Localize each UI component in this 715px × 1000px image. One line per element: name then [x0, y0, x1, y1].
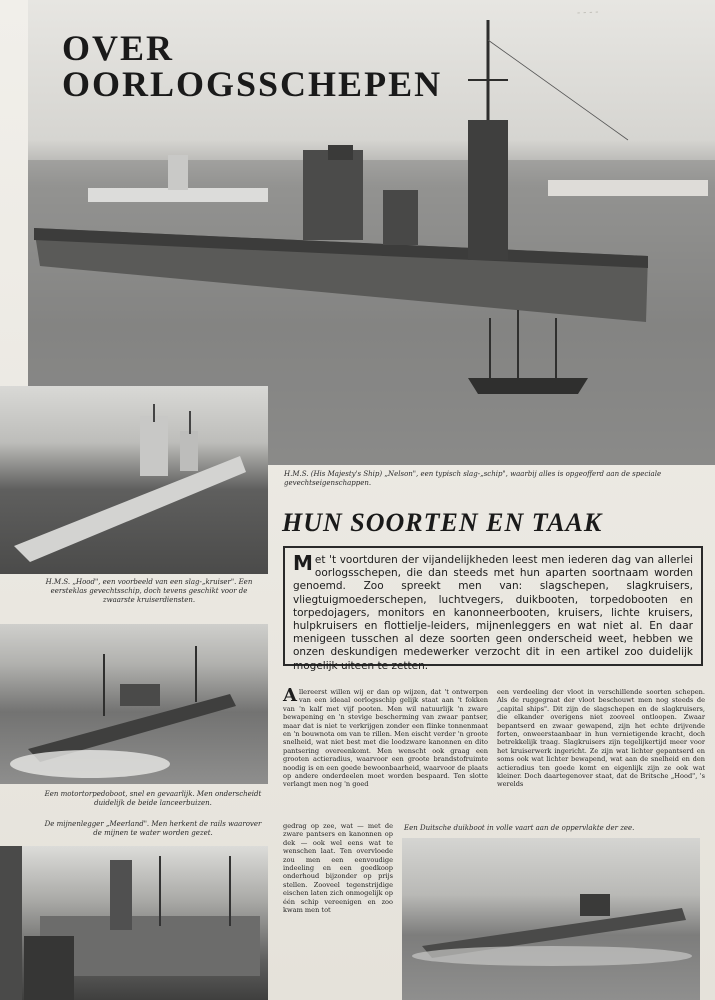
hood-photo	[0, 386, 268, 574]
hood-caption: H.M.S. „Hood", een voorbeeld van een slag-„kruiser". Een eersteklas gevechtsschip, doch tevens geschikt voor de zwaarste kruiserdiensten.	[45, 578, 253, 604]
body-column-1-wide	[283, 685, 488, 789]
nelson-caption: H.M.S. (His Majesty's Ship) „Nelson", een typisch slag-„schip", waarbij alles is opgeofferd aan de speciale gevechtseigenschappen.	[284, 470, 662, 487]
intro-text: et 't voortduren der vijandelijkheden leest men iederen dag van allerlei oorlogsschepen, die dan steeds met hun aparten soortnaam worden genoemd. Zoo spreekt men van: slagschepen, slagkruisers, vliegtuigmoederschepen, luchtvegers, duikbooten, torpedobooten en torpedojagers, monitors en kanonneerbooten, kruisers, lichte kruisers, hulpkruisers en flottielje-leiders, mijnenleggers en wat niet al. En daar menigeen tusschen al deze soorten geen onderscheid weet, hebben we onzen deskundigen medewerker verzocht dit in een artikel zoo duidelijk mogelijk uiteen te zetten.	[293, 554, 693, 672]
uboat-photo	[402, 838, 700, 1000]
body-column-2-text: een verdeeling der vloot in verschillende soorten schepen. Als de ruggegraat der vloot beschouwt men nog steeds de „capital ships". Dit zijn de slagschepen en de slagkruisers, die elkander overigens niet zooveel ontloopen. Zwaar bepantserd en zwaar gewapend, zijn het echte drijvende forten, onweerstaanbaar in hun vernietigende kracht, doch betrekkelijk traag. Slagkruisers zijn tegelijkertijd meer voor het kruiserwerk ingericht. Ze zijn wat lichter gepantserd en soms ook wat lichter bewapend, wat aan de snelheid en den actieradius ten goede komt en eigenlijk zijn ze ook wat kleiner. Doch daartegenover staat, dat de Britsche „Hood", 's werelds	[497, 688, 705, 789]
torpedoboat-caption: Een motortorpedoboot, snel en gevaarlijk. Men onderscheidt duidelijk de beide lanceerbuizen.	[44, 790, 262, 807]
intro-box	[283, 546, 703, 672]
uboat-caption: Een Duitsche duikboot in volle vaart aan de oppervlakte der zee.	[404, 824, 635, 832]
torpedoboat-photo	[0, 624, 268, 784]
minelayer-caption: De mijnenlegger „Meerland". Men herkent de rails waarover de mijnen te water worden gezet.	[44, 820, 262, 837]
section-title: HUN SOORTEN EN TAAK	[282, 508, 603, 537]
body-dropcap: A	[283, 685, 297, 706]
intro-dropcap: M	[293, 551, 313, 575]
headline-line-1: OVER	[62, 28, 175, 68]
body-column-2	[497, 688, 705, 789]
body-column-1-text: llereerst willen wij er dan op wijzen, dat 't ontwerpen van een ideaal oorlogsschip gelijk staat aan 't fokken van 'n kalf met vijf pooten. Men wil natuurlijk 'n zware bewapening en 'n stevige bescherming van zwaar pantser, maar dat is niet te verkrijgen zonder een flinke tonnenmaat en 'n bouwnota om van te rillen. Men eischt verder 'n groote snelheid, wat niet best met die loodzware kanonnen en dito pantsering overeenkomt. Men wenscht ook graag een grooten actieradius, waarvoor een groote brandstofruimte noodig is en een goede bewoonbaarheid, waarvoor de plaats op andere onderdeelen moet worden bespaard. Ten slotte verlangt men nog 'n goed	[283, 688, 488, 789]
archive-stamp: - - - -	[576, 7, 599, 19]
minelayer-photo	[0, 846, 268, 1000]
headline	[62, 30, 442, 102]
headline-line-2: OORLOGSSCHEPEN	[62, 64, 443, 104]
body-column-1-narrow	[283, 822, 393, 914]
body-column-1-continued: gedrag op zee, wat — met de zware pantsers en kanonnen op dek — ook wel eens wat te wenschen laat. Ten overvloede zou men een eenvoudige indeeling en een goedkoop onderhoud bijzonder op prijs stellen. Zooveel tegenstrijdige eischen laten zich onmogelijk op één schip vereenigen en zoo kwam men tot	[283, 822, 393, 915]
